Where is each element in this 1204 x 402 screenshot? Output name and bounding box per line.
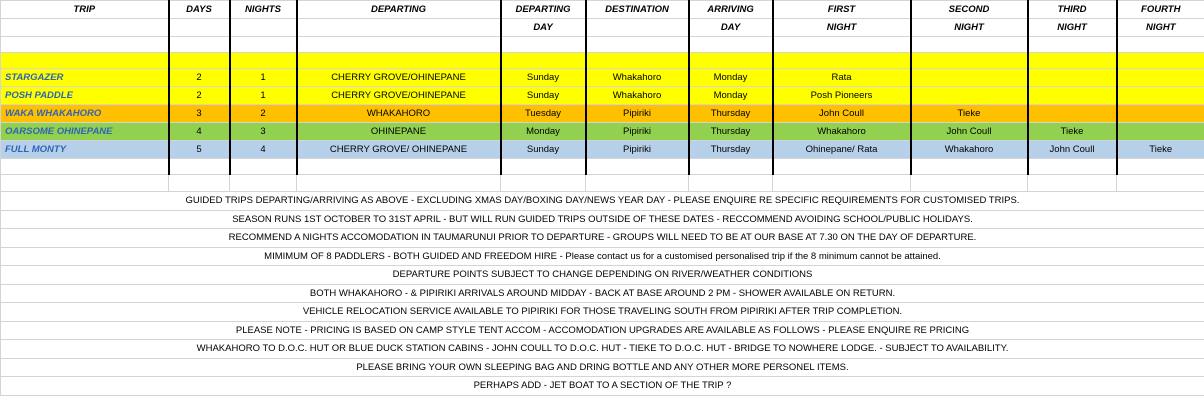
table-row: [1, 105, 1204, 123]
trip-third-night: Tieke: [1028, 123, 1117, 141]
note-row: [1, 340, 1204, 359]
trip-departing-day: Tuesday: [501, 105, 586, 123]
note-row: [1, 284, 1204, 303]
trip-destination: Whakahoro: [586, 69, 689, 87]
note-text: PLEASE NOTE - PRICING IS BASED ON CAMP STYLE TENT ACCOM - ACCOMODATION UPGRADES ARE AVAILABLE AS FOLLOWS - PLEASE ENQUIRE RE PRICING: [1, 321, 1204, 340]
trip-name: WAKA WHAKAHORO: [1, 105, 169, 123]
trip-name: STARGAZER: [1, 69, 169, 87]
table-row: [1, 69, 1204, 87]
trip-fourth-night: [1117, 87, 1204, 105]
header-second-night-2: NIGHT: [911, 19, 1028, 37]
trip-destination: Pipiriki: [586, 105, 689, 123]
header-row-2: [1, 19, 1204, 37]
trip-departing-day: Sunday: [501, 141, 586, 159]
note-row: [1, 247, 1204, 266]
trip-nights: 2: [230, 105, 297, 123]
trip-days: 3: [169, 105, 230, 123]
trip-name: POSH PADDLE: [1, 87, 169, 105]
trip-name: FULL MONTY: [1, 141, 169, 159]
header-second-night: SECOND: [911, 1, 1028, 19]
trip-days: 4: [169, 123, 230, 141]
note-row: [1, 321, 1204, 340]
header-row-1: [1, 1, 1204, 19]
trip-second-night: Tieke: [911, 105, 1028, 123]
trip-third-night: John Coull: [1028, 141, 1117, 159]
note-row: [1, 303, 1204, 322]
header-third-night-2: NIGHT: [1028, 19, 1117, 37]
note-text: GUIDED TRIPS DEPARTING/ARRIVING AS ABOVE - EXCLUDING XMAS DAY/BOXING DAY/NEWS YEAR DAY - PLEASE ENQUIRE RE SPECIFIC REQUIREMENTS FOR CUSTOMISED TRIPS.: [1, 192, 1204, 211]
table-row: [1, 141, 1204, 159]
trip-destination: Whakahoro: [586, 87, 689, 105]
trip-first-night: Whakahoro: [773, 123, 911, 141]
note-text: SEASON RUNS 1ST OCTOBER TO 31ST APRIL - BUT WILL RUN GUIDED TRIPS OUTSIDE OF THESE DATES - RECCOMMEND AVOIDING SCHOOL/PUBLIC HOLIDAYS.: [1, 210, 1204, 229]
note-text: RECOMMEND A NIGHTS ACCOMODATION IN TAUMARUNUI PRIOR TO DEPARTURE - GROUPS WILL NEED TO BE AT OUR BASE AT 7.30 ON THE DAY OF DEPARTURE.: [1, 229, 1204, 248]
header-days: DAYS: [169, 1, 230, 19]
trip-fourth-night: [1117, 105, 1204, 123]
trip-first-night: Ohinepane/ Rata: [773, 141, 911, 159]
header-departing-day-2: DAY: [501, 19, 586, 37]
trip-destination: Pipiriki: [586, 123, 689, 141]
trip-days: 2: [169, 69, 230, 87]
trip-arriving-day: Monday: [689, 87, 773, 105]
trip-second-night: John Coull: [911, 123, 1028, 141]
note-text: BOTH WHAKAHORO - & PIPIRIKI ARRIVALS AROUND MIDDAY - BACK AT BASE AROUND 2 PM - SHOWER AVAILABLE ON RETURN.: [1, 284, 1204, 303]
note-text: WHAKAHORO TO D.O.C. HUT OR BLUE DUCK STATION CABINS - JOHN COULL TO D.O.C. HUT - TIEKE TO D.O.C. HUT - BRIDGE TO NOWHERE LODGE. - SUBJECT TO AVAILABILITY.: [1, 340, 1204, 359]
note-text: PERHAPS ADD - JET BOAT TO A SECTION OF THE TRIP ?: [1, 377, 1204, 396]
trip-arriving-day: Thursday: [689, 105, 773, 123]
trip-second-night: Whakahoro: [911, 141, 1028, 159]
trip-name: OARSOME OHINEPANE: [1, 123, 169, 141]
trip-departing: WHAKAHORO: [297, 105, 501, 123]
trip-nights: 4: [230, 141, 297, 159]
trip-nights: 1: [230, 87, 297, 105]
header-departing: DEPARTING: [297, 1, 501, 19]
header-arriving-day-2: DAY: [689, 19, 773, 37]
trip-arriving-day: Thursday: [689, 141, 773, 159]
trip-second-night: [911, 87, 1028, 105]
trip-arriving-day: Thursday: [689, 123, 773, 141]
header-departing-day: DEPARTING: [501, 1, 586, 19]
header-third-night: THIRD: [1028, 1, 1117, 19]
trip-days: 5: [169, 141, 230, 159]
trip-third-night: [1028, 87, 1117, 105]
note-row: [1, 358, 1204, 377]
trip-departing-day: Sunday: [501, 87, 586, 105]
trip-departing: CHERRY GROVE/OHINEPANE: [297, 87, 501, 105]
trip-nights: 1: [230, 69, 297, 87]
table-row: [1, 87, 1204, 105]
note-text: DEPARTURE POINTS SUBJECT TO CHANGE DEPENDING ON RIVER/WEATHER CONDITIONS: [1, 266, 1204, 285]
header-fourth-night: FOURTH: [1117, 1, 1204, 19]
header-trip: TRIP: [1, 1, 169, 19]
trip-arriving-day: Monday: [689, 69, 773, 87]
note-row: [1, 377, 1204, 396]
trip-fourth-night: Tieke: [1117, 141, 1204, 159]
spacer-row: [1, 53, 1204, 69]
note-row: [1, 210, 1204, 229]
trip-first-night: John Coull: [773, 105, 911, 123]
header-first-night: FIRST: [773, 1, 911, 19]
trip-first-night: Posh Pioneers: [773, 87, 911, 105]
trip-destination: Pipiriki: [586, 141, 689, 159]
note-text: MIMIMUM OF 8 PADDLERS - BOTH GUIDED AND FREEDOM HIRE - Please contact us for a customised personalised trip if the 8 minimum cannot be attained.: [1, 247, 1204, 266]
note-row: [1, 192, 1204, 211]
note-row: [1, 266, 1204, 285]
header-destination: DESTINATION: [586, 1, 689, 19]
trip-fourth-night: [1117, 69, 1204, 87]
header-arriving-day: ARRIVING: [689, 1, 773, 19]
trip-third-night: [1028, 105, 1117, 123]
trip-nights: 3: [230, 123, 297, 141]
trip-first-night: Rata: [773, 69, 911, 87]
trip-departing-day: Sunday: [501, 69, 586, 87]
blank-row: [1, 37, 1204, 53]
trip-days: 2: [169, 87, 230, 105]
gap-row: [1, 175, 1204, 192]
trip-departing-day: Monday: [501, 123, 586, 141]
note-text: VEHICLE RELOCATION SERVICE AVAILABLE TO PIPIRIKI FOR THOSE TRAVELING SOUTH FROM PIPIRIKI AFTER TRIP COMPLETION.: [1, 303, 1204, 322]
header-nights: NIGHTS: [230, 1, 297, 19]
trip-departing: CHERRY GROVE/ OHINEPANE: [297, 141, 501, 159]
blank-row: [1, 159, 1204, 175]
trip-third-night: [1028, 69, 1117, 87]
trip-second-night: [911, 69, 1028, 87]
trip-departing: OHINEPANE: [297, 123, 501, 141]
header-fourth-night-2: NIGHT: [1117, 19, 1204, 37]
note-row: [1, 229, 1204, 248]
trip-fourth-night: [1117, 123, 1204, 141]
trip-departing: CHERRY GROVE/OHINEPANE: [297, 69, 501, 87]
note-text: PLEASE BRING YOUR OWN SLEEPING BAG AND DRING BOTTLE AND ANY OTHER MORE PERSONEL ITEMS.: [1, 358, 1204, 377]
header-first-night-2: NIGHT: [773, 19, 911, 37]
table-row: [1, 123, 1204, 141]
